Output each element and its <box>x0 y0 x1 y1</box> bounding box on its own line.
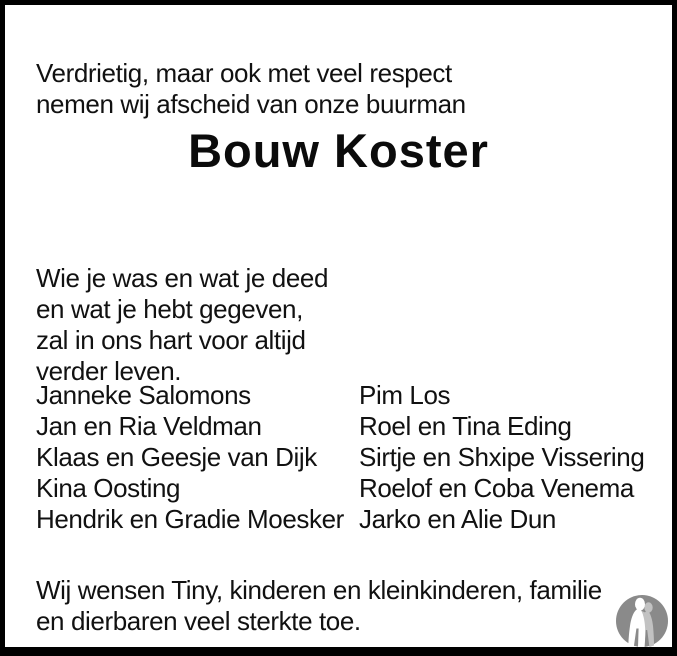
mourner-name: Hendrik en Gradie Moesker <box>36 504 344 534</box>
closing-line-2: en dierbaren veel sterkte toe. <box>36 606 361 636</box>
closing-line-1: Wij wensen Tiny, kinderen en kleinkinderen, familie <box>36 575 602 605</box>
mourner-name: Jan en Ria Veldman <box>36 411 262 441</box>
deceased-name: Bouw Koster <box>188 124 489 177</box>
memorial-poem <box>36 263 328 387</box>
mourners-column-left <box>36 380 344 535</box>
poem-line-1: Wie je was en wat je deed <box>36 263 329 293</box>
intro-text <box>36 58 466 120</box>
poem-line-4: verder leven. <box>36 356 182 386</box>
mourner-name: Jarko en Alie Dun <box>359 504 556 534</box>
mourner-name: Roelof en Coba Venema <box>359 473 634 503</box>
memorial-publisher-logo <box>616 595 668 647</box>
mourner-name: Janneke Salomons <box>36 380 251 410</box>
two-figures-embracing-icon <box>616 595 668 647</box>
mourner-name: Roel en Tina Eding <box>359 411 572 441</box>
poem-line-3: zal in ons hart voor altijd <box>36 325 306 355</box>
mourner-name: Pim Los <box>359 380 451 410</box>
intro-line-2: nemen wij afscheid van onze buurman <box>36 89 466 119</box>
intro-line-1: Verdrietig, maar ook met veel respect <box>36 58 452 88</box>
mourner-name: Sirtje en Shxipe Vissering <box>359 442 645 472</box>
poem-line-2: en wat je hebt gegeven, <box>36 294 303 324</box>
mourner-name: Kina Oosting <box>36 473 181 503</box>
mourners-column-right <box>359 380 644 535</box>
closing-text <box>36 575 602 637</box>
mourner-name: Klaas en Geesje van Dijk <box>36 442 317 472</box>
